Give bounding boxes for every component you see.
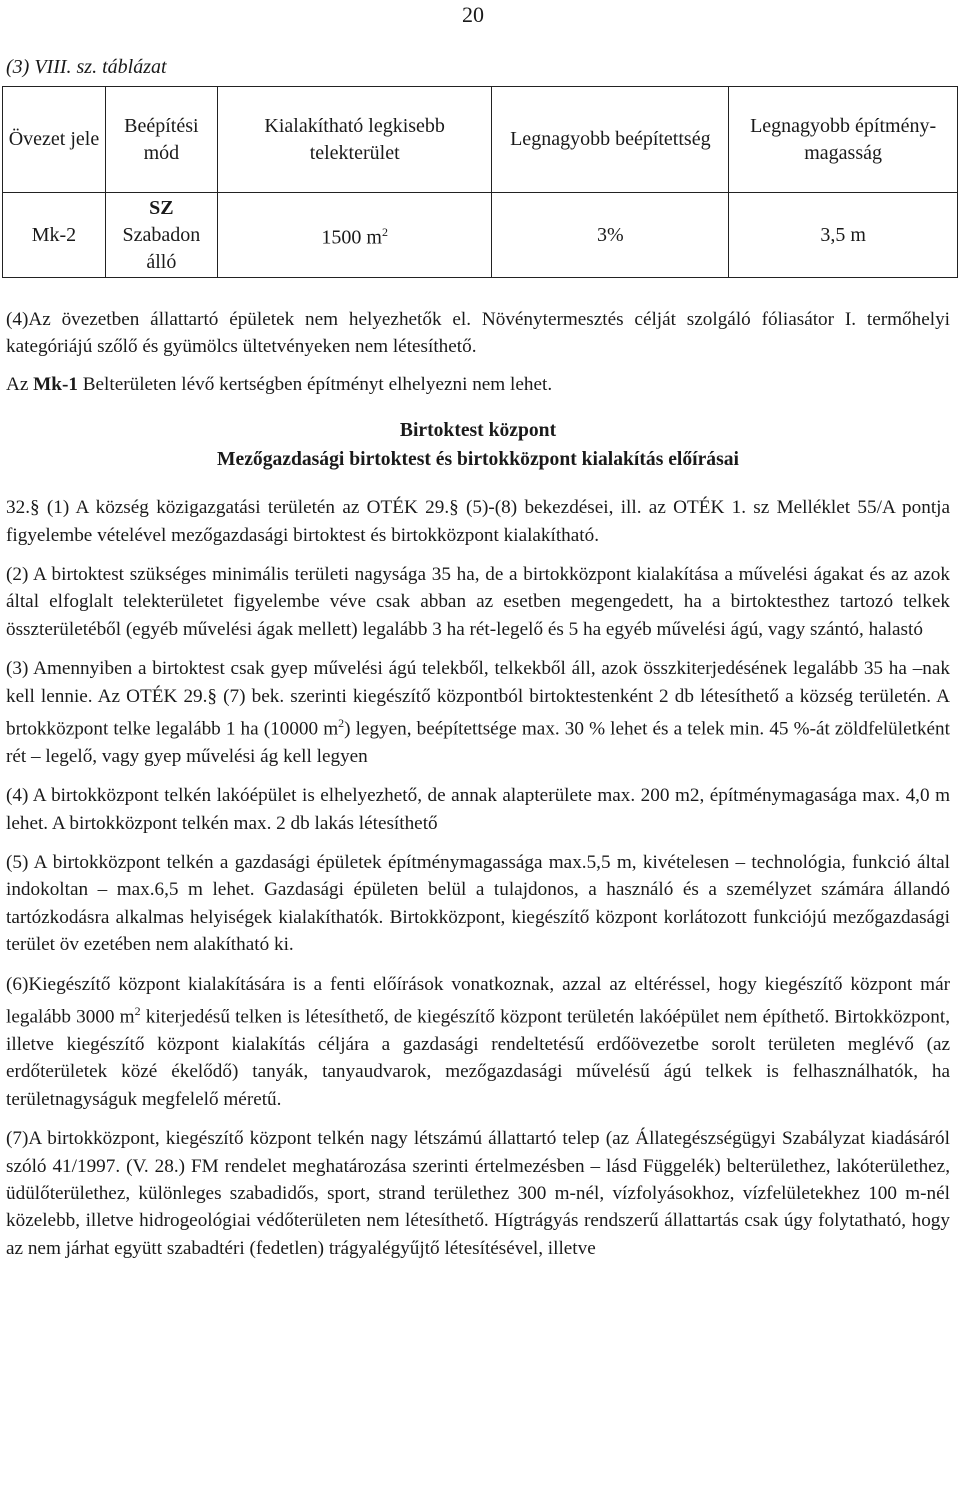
section-32-6 [6, 971, 950, 1113]
section-32-3 [6, 655, 950, 770]
cell-height: 3,5 m [729, 193, 958, 278]
mk1-text-c: Belterületen lévő kertségben építményt elhelyezni nem lehet. [77, 373, 553, 395]
document-body [6, 306, 950, 1262]
s32-6-text-a: (6)Kiegészítő központ kialakítására is a fenti előírások vonatkoznak, azzal az eltéréssel, hogy kiegészítő központ már legalább 3000 m [6, 973, 950, 1028]
paragraph-4: (4)Az övezetben állattartó épületek nem helyezhetők el. Növénytermesztés célját szolgáló fóliasátor I. termőhelyi kategóriájú szőlő és gyümölcs ültetvényeken nem létesíthető. [6, 309, 950, 358]
mk1-code: Mk-1 [33, 373, 78, 395]
paragraph-mk1 [6, 371, 950, 398]
min-lot-value: 1500 m [321, 226, 382, 249]
cell-mode-text: Szabadon álló [122, 223, 201, 273]
heading-line-2: Mezőgazdasági birtoktest és birtokközpont kialakítás előírásai [217, 449, 739, 471]
table-header-row [3, 87, 958, 193]
section-32-4: (4) A birtokközpont telkén lakóépület is elhelyezhető, de annak alapterülete max. 200 m2, építménymagasága max. 4,0 m lehet. A birtokközpont telkén max. 2 db lakás létesíthető [6, 785, 950, 834]
header-height: Legnagyobb építmény-magasság [729, 87, 958, 193]
s32-6-sup: 2 [134, 1004, 141, 1019]
s32-6-text-b: kiterjedésű telken is létesíthető, de kiegészítő központ területén lakóépület nem építhető. Birtokközpont, illetve kiegészítő központ kialakítás céljára a gazdasági rendeltetésű erdőövezetbe sorolt területen meglévő (az erdőterületek közé ékelődő) tanyák, tanyaudvarok, mezőgazdasági művelésű ágú telkek is felhasználhatók, ha területnagyságuk megfelelő méretű. [6, 1006, 950, 1110]
cell-mode [105, 193, 217, 278]
header-coverage: Legnagyobb beépítettség [492, 87, 729, 193]
section-heading [6, 416, 950, 474]
header-mode: Beépítési mód [105, 87, 217, 193]
header-zone: Övezet jele [3, 87, 106, 193]
section-32-5: (5) A birtokközpont telkén a gazdasági épületek építménymagassága max.5,5 m, kivételesen – technológia, funkció által indokoltan – max.6,5 m lehet. Gazdasági épületen belül a tulajdonos, a használó és a személyzet számára állandó tartózkodásra alkalmas helyiségek kialakíthatók. Birtokközpont, kiegészítő központ korlátozott funkciójú mezőgazdasági terület öv ezetében nem alakítható ki. [6, 852, 950, 956]
min-lot-sup: 2 [381, 224, 388, 239]
section-32-7: (7)A birtokközpont, kiegészítő központ telkén nagy létszámú állattartó telep (az Állategészségügyi Szabályzat kiadásáról szóló 41/1997. (V. 28.) FM rendelet meghatározása szerinti értelmezésben – lásd Függelék) belterülethez, lakóterülethez, üdülőterülethez, különleges szabadidős, sport, strand területhez 300 m-nél, vízfolyásokhoz, vízfelületekhez 100 m-nél közelebb, illetve hidrogeológiai védőterületen nem létesíthető. Hígtrágyás rendszerű állattartás csak úgy folytatható, hogy az nem járhat együtt szabadtéri (fedetlen) trágyalégyűjtő létesítésével, illetve [6, 1128, 950, 1259]
s32-3-text-a: (3) Amennyiben a birtoktest csak gyep művelési ágú telekből, telkekből áll, azok összkiterjedésének legalább 35 ha –nak kell lennie. Az OTÉK 29.§ (7) bek. szerinti kiegészítő központból birtoktestenként 2 db létesíthető a község területén. A brtokközpont telke legalább 1 ha (10000 m [6, 658, 950, 740]
s32-3-sup: 2 [338, 716, 345, 731]
section-32-2: (2) A birtoktest szükséges minimális területi nagysága 35 ha, de a birtokközpont kialakítása a művelési ágakat és az azok által elfoglalt telekterületet figyelembe véve csak abban az esetben megengedett, ha a birtoktesthez tartozó telkek összterületéből (egyéb művelési ágak mellett) legalább 3 ha rét-legelő és 5 ha egyéb művelési ágú, vagy szántó, halastó [6, 564, 950, 640]
cell-zone: Mk-2 [3, 193, 106, 278]
page-number: 20 [462, 2, 484, 27]
cell-mode-code: SZ [149, 196, 174, 219]
heading-line-1: Birtoktest központ [399, 420, 557, 442]
cell-min-lot [217, 193, 492, 278]
cell-coverage: 3% [492, 193, 729, 278]
s32-3-text-b: ) legyen, beépítettsége max. 30 % lehet és a telek min. 45 %-át zöldfelületként rét – legelő, vagy gyep művelési ág kell legyen [6, 718, 950, 767]
zoning-table [2, 86, 958, 278]
section-32-1: 32.§ (1) A község közigazgatási területén az OTÉK 29.§ (5)-(8) bekezdései, ill. az OTÉK 1. sz Melléklet 55/A pontja figyelembe vételével mezőgazdasági birtoktest és birtokközpont kialakítható. [6, 497, 950, 546]
table-row [3, 193, 958, 278]
mk1-text-a: Az [6, 373, 34, 395]
header-min-lot: Kialakítható legkisebb telekterület [217, 87, 492, 193]
table-caption: (3) VIII. sz. táblázat [6, 56, 167, 78]
